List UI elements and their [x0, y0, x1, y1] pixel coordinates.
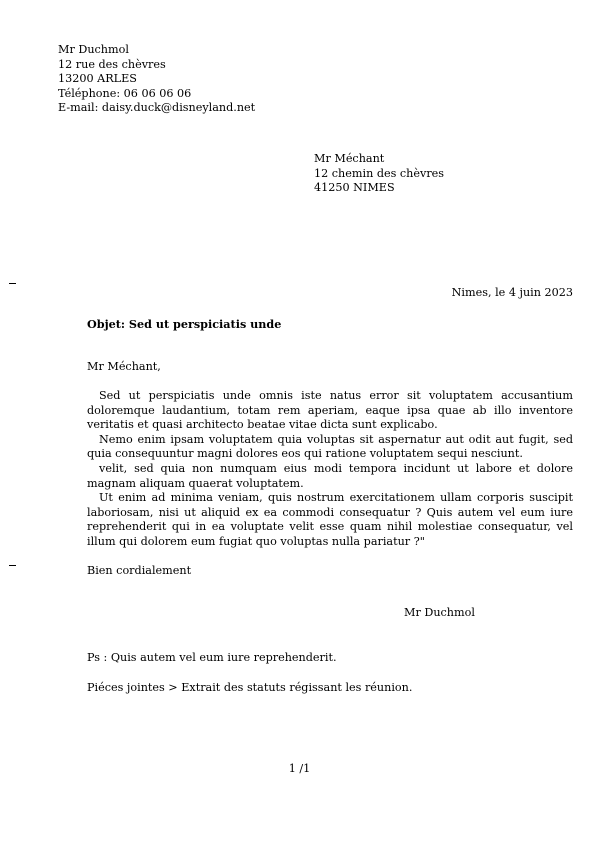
letter-date: Nimes, le 4 juin 2023: [451, 286, 573, 299]
body-paragraph: Sed ut perspiciatis unde omnis iste natus error sit voluptatem accusantium doloremque laudantium, totam rem aperiam, eaque ipsa quae ab illo inventore veritatis et quasi architecto beatae vitae dicta sunt explicabo.: [87, 389, 573, 432]
letter-body: [87, 389, 573, 550]
sender-street: 12 rue des chèvres: [58, 57, 166, 71]
body-paragraph: Ut enim ad minima veniam, quis nostrum exercitationem ullam corporis suscipit laboriosam, nisi ut aliquid ex ea commodi consequatur ? Quis autem vel eum iure reprehenderit qui in ea voluptate velit esse quam nihil molestiae consequatur, vel illum qui dolorem eum fugiat quo voluptas nulla pariatur ?": [87, 491, 573, 548]
sender-email: E-mail: daisy.duck@disneyland.net: [58, 101, 256, 115]
salutation: Mr Méchant,: [87, 360, 161, 373]
closing-line: Bien cordialement: [87, 564, 192, 577]
sender-city: 13200 ARLES: [58, 72, 137, 86]
body-paragraph: velit, sed quia non numquam eius modi tempora incidunt ut labore et dolore magnam aliquam quaerat voluptatem.: [87, 461, 573, 490]
body-paragraph: Nemo enim ipsam voluptatem quia voluptas sit aspernatur aut odit aut fugit, sed quia consequuntur magni dolores eos qui ratione voluptatem sequi nesciunt.: [87, 432, 573, 461]
fold-mark-top: [9, 283, 16, 284]
recipient-name: Mr Méchant: [314, 152, 385, 165]
sender-name: Mr Duchmol: [58, 43, 129, 56]
sender-phone: Téléphone: 06 06 06 06: [58, 86, 192, 100]
fold-mark-bottom: [9, 565, 16, 566]
attachments-line: Piéces jointes > Extrait des statuts régissant les réunion.: [87, 681, 413, 694]
sender-address-block: [58, 43, 255, 116]
page-number: 1 /1: [288, 762, 311, 775]
letter-subject: Objet: Sed ut perspiciatis unde: [87, 317, 282, 331]
recipient-city: 41250 NIMES: [314, 181, 395, 195]
signature-name: Mr Duchmol: [404, 606, 475, 619]
postscript: Ps : Quis autem vel eum iure reprehenderit.: [87, 651, 337, 664]
recipient-address-block: [314, 152, 444, 196]
recipient-street: 12 chemin des chèvres: [314, 166, 445, 180]
